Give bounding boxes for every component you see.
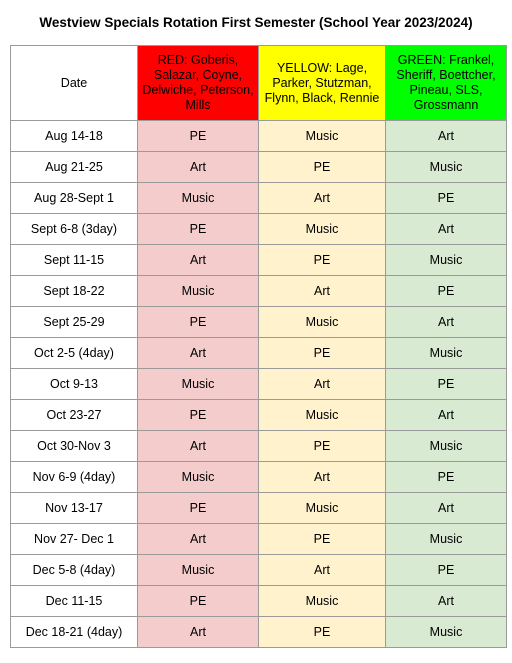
table-row [11,152,507,183]
yellow-group-cell: Music [259,586,386,617]
red-group-cell: Art [138,152,259,183]
table-row [11,276,507,307]
rotation-table [10,45,507,648]
red-group-cell: Art [138,524,259,555]
table-row [11,245,507,276]
table-row [11,214,507,245]
red-group-cell: PE [138,586,259,617]
table-row [11,307,507,338]
red-group-cell: Music [138,276,259,307]
red-group-cell: Music [138,555,259,586]
date-cell: Nov 27- Dec 1 [11,524,138,555]
green-group-cell: Art [386,121,507,152]
green-group-cell: PE [386,369,507,400]
red-group-cell: Music [138,183,259,214]
yellow-group-cell: Art [259,369,386,400]
table-row [11,121,507,152]
red-group-cell: Art [138,338,259,369]
yellow-group-cell: Music [259,400,386,431]
date-cell: Oct 2-5 (4day) [11,338,138,369]
date-cell: Oct 23-27 [11,400,138,431]
red-group-cell: PE [138,214,259,245]
table-row [11,462,507,493]
red-group-cell: Art [138,617,259,648]
green-group-cell: PE [386,276,507,307]
date-cell: Sept 25-29 [11,307,138,338]
date-cell: Aug 21-25 [11,152,138,183]
yellow-group-cell: PE [259,431,386,462]
table-row [11,183,507,214]
yellow-group-cell: Music [259,493,386,524]
date-cell: Sept 18-22 [11,276,138,307]
yellow-group-cell: Music [259,214,386,245]
green-group-cell: Music [386,338,507,369]
red-group-cell: PE [138,493,259,524]
date-cell: Aug 14-18 [11,121,138,152]
red-group-cell: Music [138,462,259,493]
green-group-cell: Music [386,431,507,462]
table-row [11,555,507,586]
yellow-group-cell: PE [259,245,386,276]
green-group-cell: PE [386,555,507,586]
date-cell: Dec 11-15 [11,586,138,617]
date-cell: Sept 11-15 [11,245,138,276]
yellow-group-cell: Art [259,555,386,586]
green-group-cell: Art [386,307,507,338]
page-title: Westview Specials Rotation First Semester (School Year 2023/2024) [39,15,473,30]
table-row [11,493,507,524]
green-group-cell: Music [386,617,507,648]
green-group-cell: Art [386,400,507,431]
date-cell: Dec 18-21 (4day) [11,617,138,648]
yellow-group-cell: PE [259,338,386,369]
table-row [11,369,507,400]
date-cell: Oct 9-13 [11,369,138,400]
red-group-cell: Art [138,431,259,462]
green-group-cell: Music [386,245,507,276]
red-group-header: RED: Goberis, Salazar, Coyne, Delwiche, Peterson, Mills [138,46,259,121]
yellow-group-cell: PE [259,152,386,183]
yellow-group-cell: PE [259,617,386,648]
date-cell: Dec 5-8 (4day) [11,555,138,586]
table-row [11,400,507,431]
green-group-cell: Art [386,214,507,245]
date-column-header: Date [11,46,138,121]
red-group-cell: PE [138,121,259,152]
green-group-header: GREEN: Frankel, Sheriff, Boettcher, Pineau, SLS, Grossmann [386,46,507,121]
table-row [11,586,507,617]
red-group-cell: PE [138,400,259,431]
green-group-cell: Art [386,586,507,617]
table-row [11,617,507,648]
yellow-group-cell: Music [259,307,386,338]
yellow-group-cell: Art [259,462,386,493]
yellow-group-cell: Art [259,276,386,307]
date-cell: Nov 6-9 (4day) [11,462,138,493]
green-group-cell: Music [386,152,507,183]
green-group-cell: PE [386,183,507,214]
green-group-cell: Art [386,493,507,524]
yellow-group-cell: Music [259,121,386,152]
red-group-cell: PE [138,307,259,338]
date-cell: Nov 13-17 [11,493,138,524]
date-cell: Oct 30-Nov 3 [11,431,138,462]
red-group-cell: Art [138,245,259,276]
header-row [11,46,507,121]
table-row [11,338,507,369]
green-group-cell: PE [386,462,507,493]
red-group-cell: Music [138,369,259,400]
date-cell: Aug 28-Sept 1 [11,183,138,214]
yellow-group-cell: PE [259,524,386,555]
table-row [11,524,507,555]
yellow-group-header: YELLOW: Lage, Parker, Stutzman, Flynn, Black, Rennie [259,46,386,121]
green-group-cell: Music [386,524,507,555]
date-cell: Sept 6-8 (3day) [11,214,138,245]
table-row [11,431,507,462]
yellow-group-cell: Art [259,183,386,214]
table-body [11,121,507,648]
